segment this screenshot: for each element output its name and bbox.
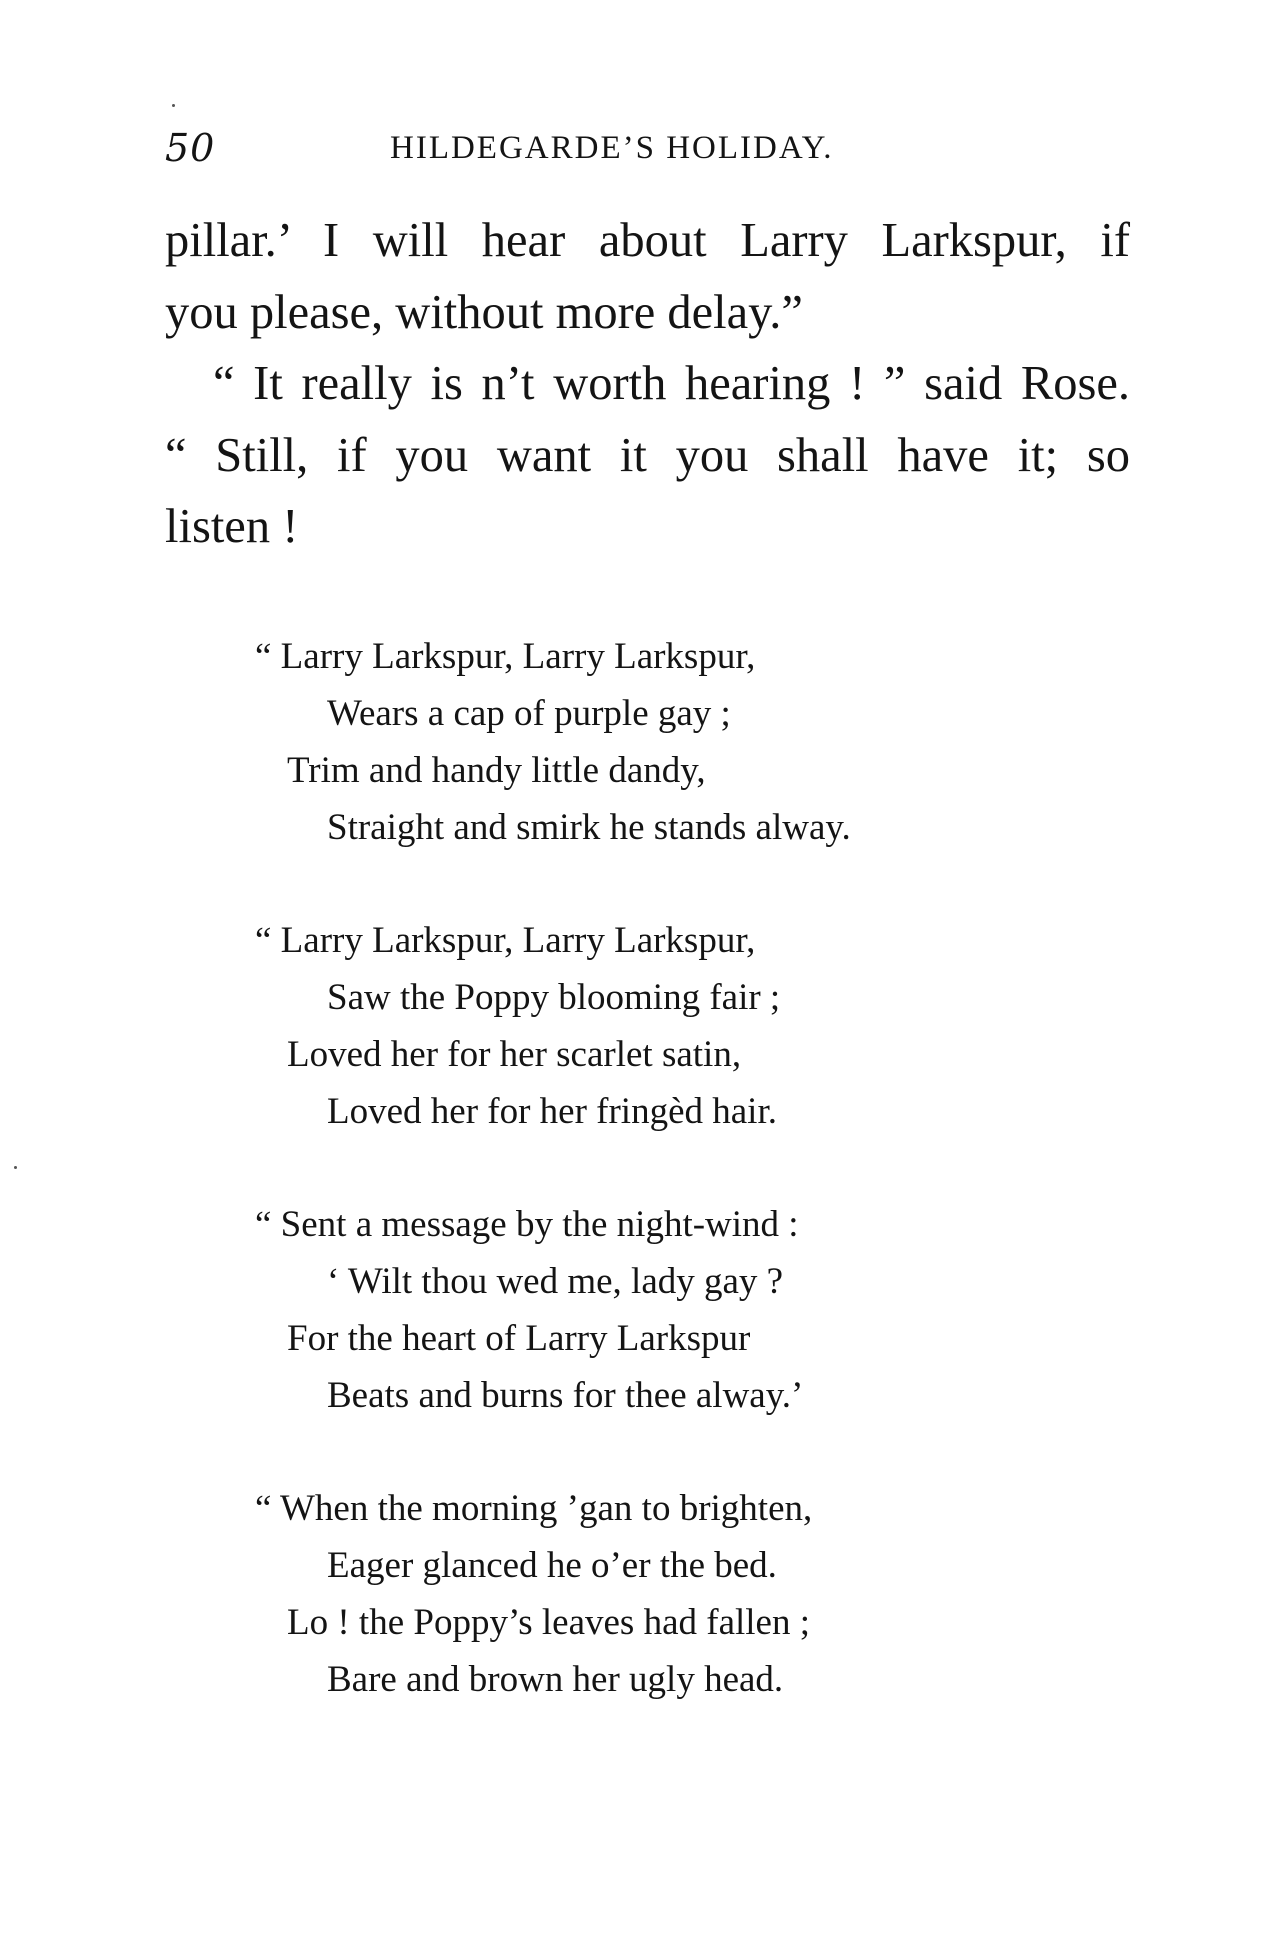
poem-stanza-4	[255, 1480, 1155, 1708]
verse-line: “ Sent a message by the night-wind :	[255, 1204, 799, 1245]
ink-speck	[14, 1166, 17, 1169]
verse-line: “ Larry Larkspur, Larry Larkspur,	[255, 920, 756, 961]
running-head	[165, 126, 1145, 176]
prose-line-5: listen !	[165, 500, 299, 553]
verse-line: “ When the morning ’gan to brighten,	[255, 1488, 813, 1529]
poem-stanza-3	[255, 1196, 1155, 1424]
verse-line: Wears a cap of purple gay ;	[327, 693, 731, 734]
running-title: HILDEGARDE’S HOLIDAY.	[390, 130, 834, 166]
prose-line-4: “ Still, if you want it you shall have it; so	[165, 428, 1130, 482]
prose-text	[165, 205, 1130, 563]
verse-line: “ Larry Larkspur, Larry Larkspur,	[255, 636, 756, 677]
poem-stanza-2	[255, 912, 1155, 1140]
prose-line-3: “ It really is n’t worth hearing ! ” said Rose.	[213, 357, 1130, 410]
poem	[255, 628, 1155, 1764]
verse-line: Trim and handy little dandy,	[287, 750, 706, 791]
verse-line: Beats and burns for thee alway.’	[327, 1375, 804, 1416]
verse-line: ‘ Wilt thou wed me, lady gay ?	[327, 1261, 784, 1302]
prose-line-2: you please, without more delay.”	[165, 285, 803, 339]
verse-line: Straight and smirk he stands alway.	[327, 807, 851, 848]
verse-line: Bare and brown her ugly head.	[327, 1659, 784, 1700]
poem-stanza-1	[255, 628, 1155, 856]
verse-line: Loved her for her scarlet satin,	[287, 1034, 742, 1075]
ink-speck	[172, 104, 175, 107]
page-number: 50	[165, 126, 216, 170]
verse-line: Saw the Poppy blooming fair ;	[327, 977, 781, 1018]
verse-line: For the heart of Larry Larkspur	[287, 1318, 751, 1359]
verse-line: Eager glanced he o’er the bed.	[327, 1545, 777, 1586]
verse-line: Loved her for her fringèd hair.	[327, 1091, 777, 1132]
verse-line: Lo ! the Poppy’s leaves had fallen ;	[287, 1602, 811, 1643]
prose-line-1: pillar.’ I will hear about Larry Larkspur, if	[165, 214, 1130, 267]
